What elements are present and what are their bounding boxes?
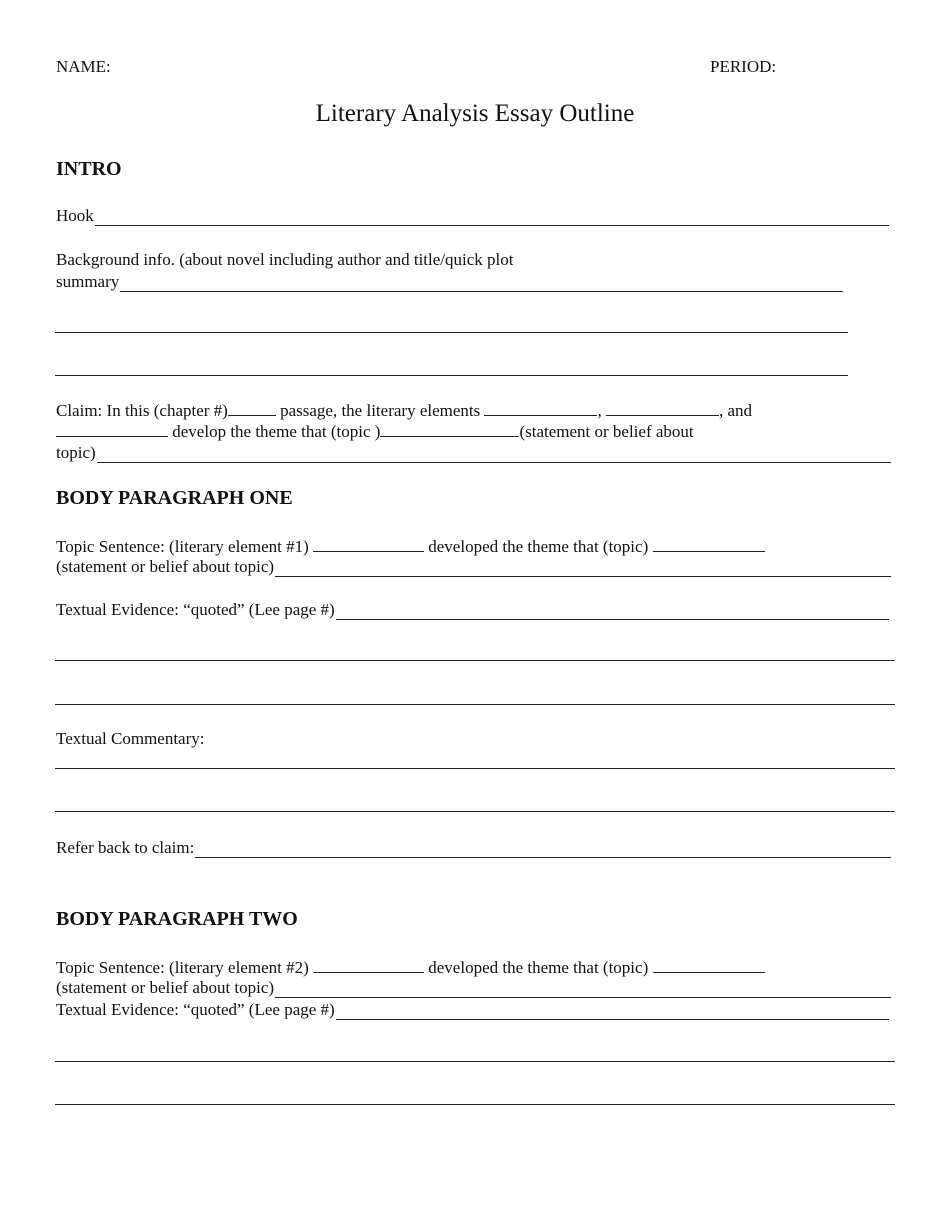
body-two-element-blank[interactable]: [313, 957, 424, 973]
body-one-evidence-extra-line-2[interactable]: [55, 704, 895, 705]
body-one-element-blank[interactable]: [313, 536, 424, 552]
body-one-commentary-line-1[interactable]: [55, 768, 895, 769]
claim-text-1: Claim: In this (chapter #): [56, 401, 228, 420]
claim-text-6: (statement or belief about: [519, 422, 694, 441]
body-one-topic-text-1: Topic Sentence: (literary element #1): [56, 537, 314, 556]
background-extra-line-2[interactable]: [55, 375, 848, 376]
hook-blank[interactable]: [95, 210, 889, 226]
claim-line2: [56, 421, 694, 442]
body-one-topic-line2: [56, 557, 891, 577]
chapter-number-blank[interactable]: [228, 400, 276, 416]
body-one-topic-text-2: developed the theme that (topic): [424, 537, 653, 556]
intro-heading: INTRO: [56, 158, 122, 180]
background-label-line2: summary: [56, 272, 120, 291]
body-one-refer-line: [56, 838, 891, 858]
claim-text-2: passage, the literary elements: [275, 401, 485, 420]
body-one-evidence-label: Textual Evidence: “quoted” (Lee page #): [56, 600, 335, 619]
body-two-evidence-label: Textual Evidence: “quoted” (Lee page #): [56, 1000, 335, 1019]
body-one-topic-blank[interactable]: [653, 536, 765, 552]
body-two-topic-line1: [56, 957, 765, 978]
body-two-topic-text-1: Topic Sentence: (literary element #2): [56, 958, 314, 977]
body-two-heading: BODY PARAGRAPH TWO: [56, 908, 298, 930]
literary-element-blank-1[interactable]: [484, 400, 597, 416]
body-one-statement-blank[interactable]: [275, 561, 891, 577]
body-two-topic-blank[interactable]: [653, 957, 765, 973]
claim-statement-blank[interactable]: [97, 447, 891, 463]
body-two-topic-line2: [56, 978, 891, 998]
body-one-heading: BODY PARAGRAPH ONE: [56, 487, 293, 509]
claim-text-3: ,: [597, 401, 606, 420]
body-one-commentary-line-2[interactable]: [55, 811, 895, 812]
background-blank[interactable]: [120, 276, 843, 292]
body-two-statement-blank[interactable]: [275, 982, 891, 998]
body-one-topic-text-3: (statement or belief about topic): [56, 557, 275, 576]
literary-element-blank-3[interactable]: [56, 421, 168, 437]
body-two-topic-text-3: (statement or belief about topic): [56, 978, 275, 997]
body-one-refer-blank[interactable]: [195, 842, 891, 858]
body-one-evidence-blank[interactable]: [336, 604, 889, 620]
period-label: PERIOD:: [710, 57, 777, 76]
background-line: [56, 272, 843, 292]
body-one-topic-line1: [56, 536, 765, 557]
hook-label: Hook: [56, 206, 94, 225]
body-two-evidence-blank[interactable]: [336, 1004, 889, 1020]
body-one-evidence-extra-line-1[interactable]: [55, 660, 895, 661]
background-extra-line-1[interactable]: [55, 332, 848, 333]
claim-text-7: topic): [56, 443, 96, 462]
body-two-evidence-extra-line-1[interactable]: [55, 1061, 895, 1062]
claim-text-4: , and: [718, 401, 753, 420]
body-two-topic-text-2: developed the theme that (topic): [424, 958, 653, 977]
body-one-refer-label: Refer back to claim:: [56, 838, 195, 857]
hook-line: [56, 206, 889, 226]
body-one-commentary-label: Textual Commentary:: [56, 729, 205, 748]
background-label-line1: Background info. (about novel including author and title/quick plot: [56, 250, 514, 269]
literary-element-blank-2[interactable]: [606, 400, 719, 416]
claim-text-5: develop the theme that (topic ): [168, 422, 381, 441]
topic-blank[interactable]: [380, 421, 519, 437]
body-one-evidence-line: [56, 600, 889, 620]
page-title: Literary Analysis Essay Outline: [315, 100, 635, 127]
name-label: NAME:: [56, 57, 111, 76]
body-two-evidence-line: [56, 1000, 889, 1020]
body-two-evidence-extra-line-2[interactable]: [55, 1104, 895, 1105]
claim-line1: [56, 400, 752, 421]
claim-line3: [56, 443, 891, 463]
